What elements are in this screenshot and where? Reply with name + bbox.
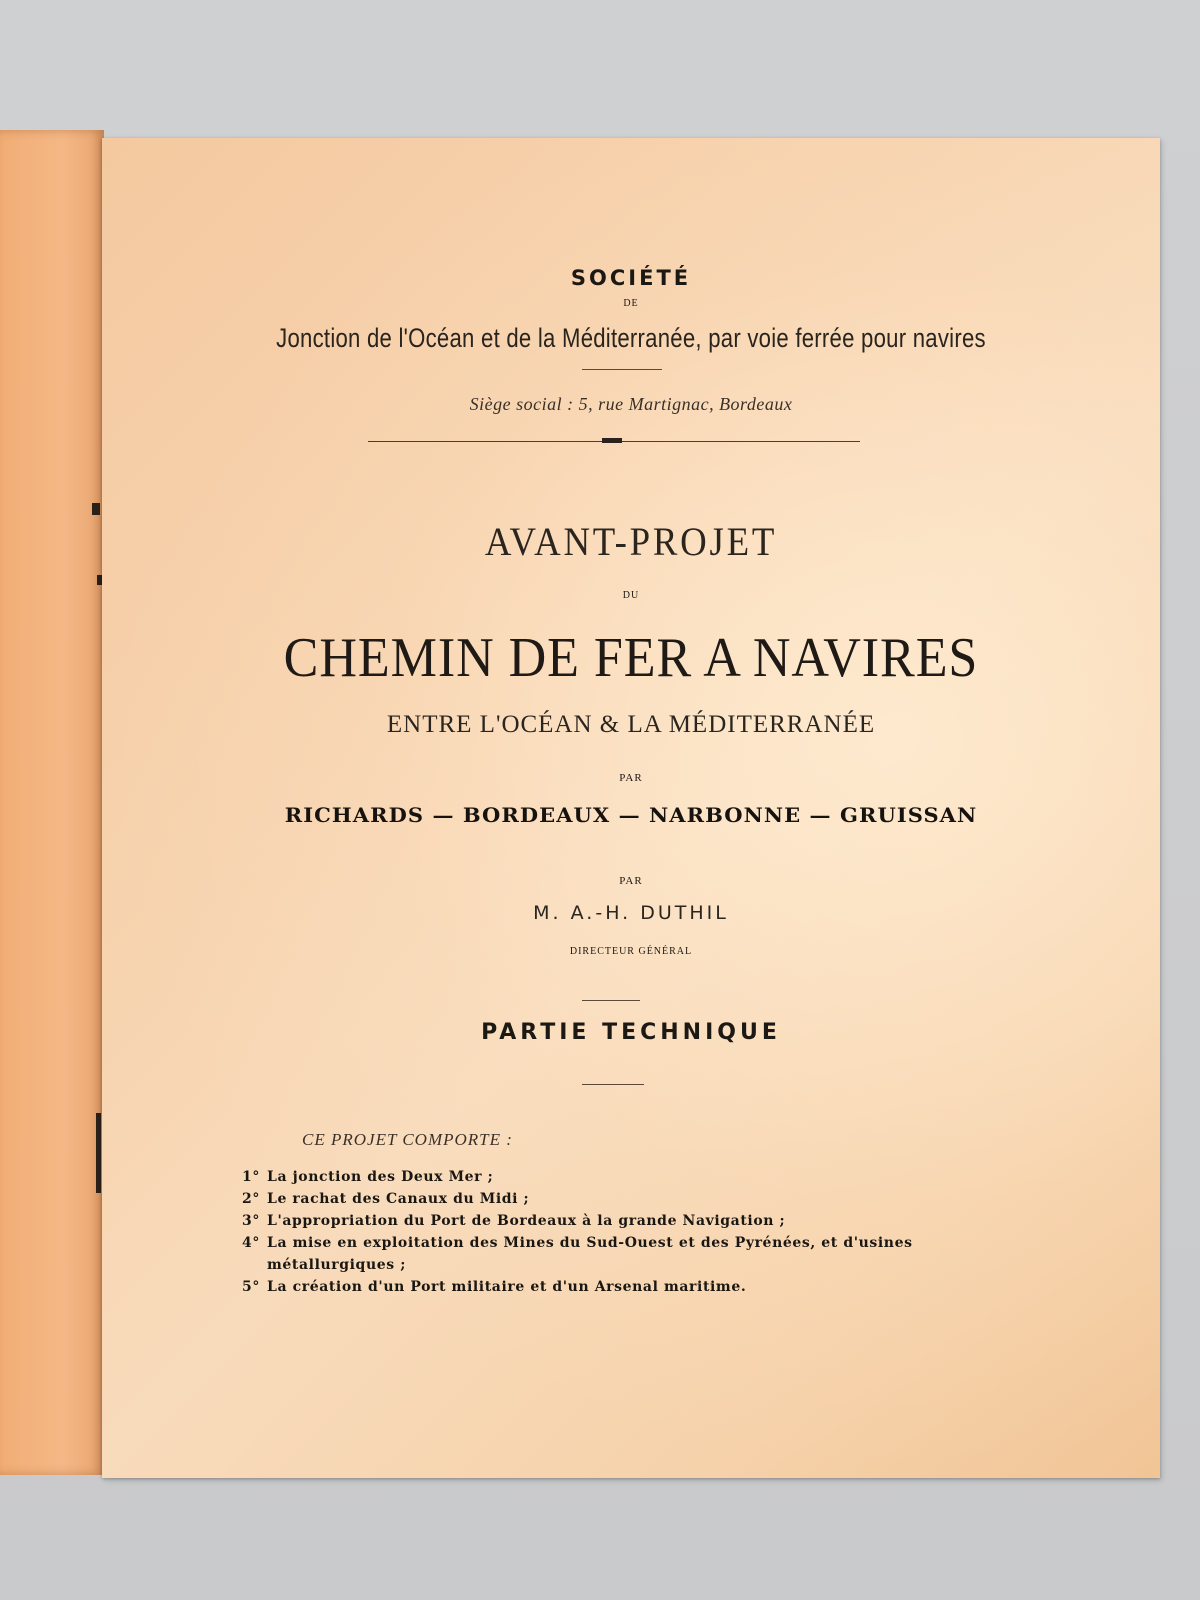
main-title: CHEMIN DE FER A NAVIRES: [283, 627, 979, 689]
divider-ornament: [602, 438, 622, 443]
item-number: 1°: [242, 1169, 260, 1185]
list-item: [242, 1188, 1102, 1210]
project-intro: CE PROJET COMPORTE :: [302, 1130, 513, 1149]
connector-du: DU: [622, 590, 640, 601]
connector-par-author: PAR: [619, 875, 643, 887]
item-number: 4°: [242, 1235, 260, 1251]
short-rule: [582, 369, 662, 370]
connector-de: DE: [623, 298, 639, 309]
section-heading: PARTIE TECHNIQUE: [481, 1020, 781, 1045]
item-text: La mise en exploitation des Mines du Sud-Ouest et des Pyrénées, et d'usines: [267, 1235, 913, 1251]
binding-mark-bottom: [96, 1113, 101, 1193]
item-text: La création d'un Port militaire et d'un Arsenal maritime.: [267, 1279, 747, 1295]
project-items-list: [242, 1166, 1102, 1298]
short-rule-upper: [582, 1000, 640, 1001]
route-line: RICHARDS — BORDEAUX — NARBONNE — GRUISSAN: [284, 803, 978, 827]
societe-heading: SOCIÉTÉ: [570, 266, 692, 290]
avant-projet-title: AVANT-PROJET: [484, 519, 778, 564]
item-text: La jonction des Deux Mer ;: [267, 1169, 494, 1185]
item-continuation: métallurgiques ;: [267, 1257, 406, 1273]
subtitle: ENTRE L'OCÉAN & LA MÉDITERRANÉE: [386, 711, 876, 738]
title-page: [102, 138, 1160, 1478]
author-name: M. A.-H. DUTHIL: [533, 902, 729, 924]
item-number: 2°: [242, 1191, 260, 1207]
item-text: Le rachat des Canaux du Midi ;: [267, 1191, 530, 1207]
item-number: 5°: [242, 1279, 260, 1295]
item-number: 3°: [242, 1213, 260, 1229]
binding-mark-top: [92, 503, 100, 515]
list-item: [242, 1276, 1102, 1298]
list-item: [242, 1166, 1102, 1188]
list-item: [242, 1210, 1102, 1232]
item-text: L'appropriation du Port de Bordeaux à la grande Navigation ;: [267, 1213, 786, 1229]
connector-par: PAR: [619, 772, 643, 784]
head-office-address: Siège social : 5, rue Martignac, Bordeaux: [469, 394, 793, 414]
short-rule-lower: [582, 1084, 644, 1085]
company-name: Jonction de l'Océan et de la Méditerranée, par voie ferrée pour navires: [276, 323, 986, 353]
author-role: DIRECTEUR GÉNÉRAL: [569, 946, 693, 957]
list-item: [242, 1232, 1102, 1276]
